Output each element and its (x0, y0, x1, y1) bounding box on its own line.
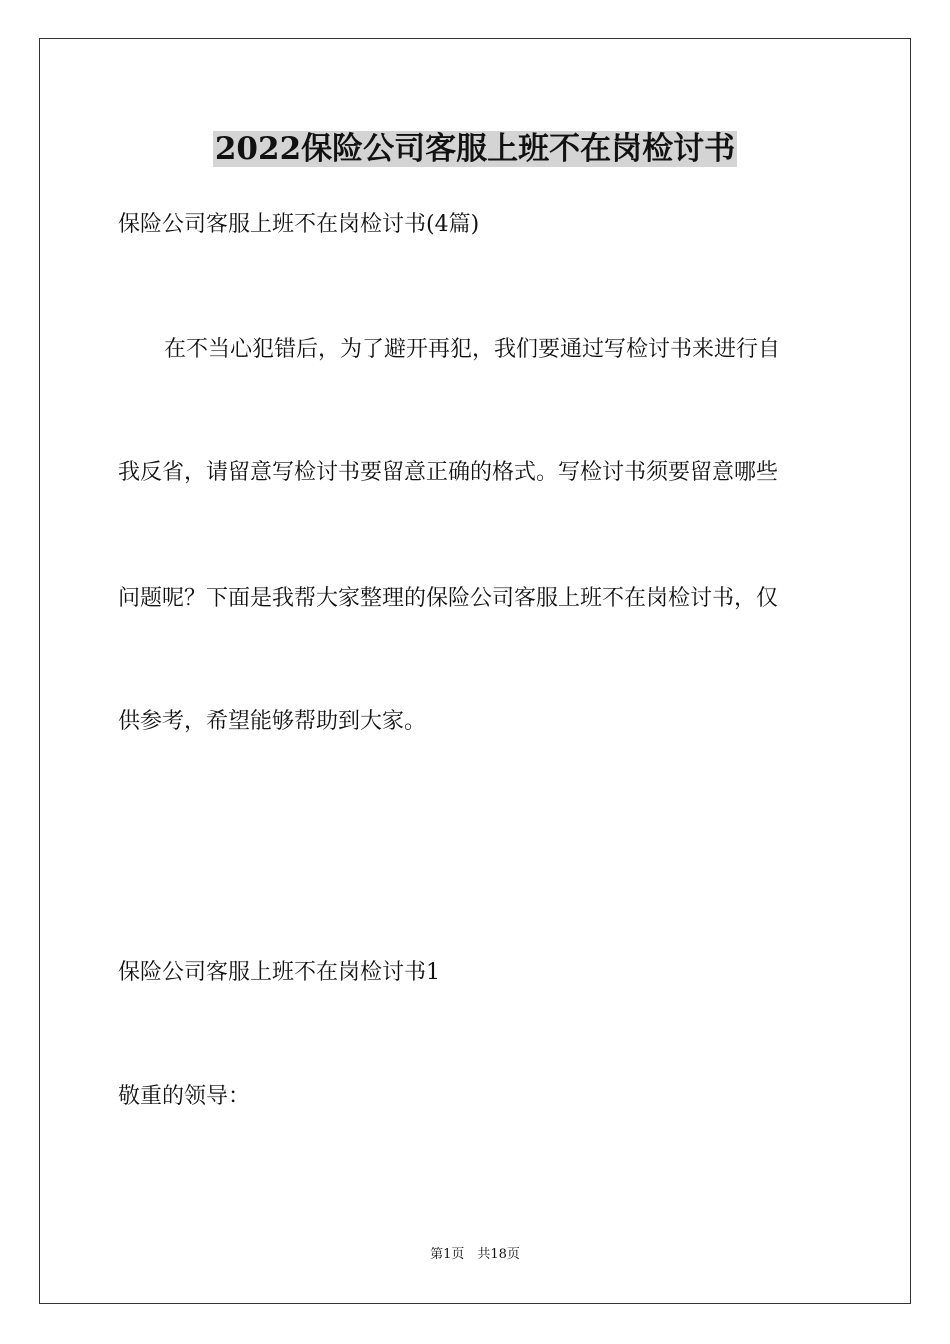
document-title-text: 2022保险公司客服上班不在岗检讨书 (214, 131, 736, 167)
document-title (0, 128, 950, 170)
section-heading: 保险公司客服上班不在岗检讨书1 (118, 960, 440, 985)
page-footer: 第1页 共18页 (430, 1247, 520, 1262)
document-subtitle: 保险公司客服上班不在岗检讨书(4篇) (118, 212, 480, 237)
intro-line-3: 问题呢？下面是我帮大家整理的保险公司客服上班不在岗检讨书，仅 (118, 586, 779, 611)
intro-line-1: 在不当心犯错后，为了避开再犯，我们要通过写检讨书来进行自 (164, 337, 781, 362)
intro-line-2: 我反省，请留意写检讨书要留意正确的格式。写检讨书须要留意哪些 (118, 460, 779, 485)
salutation: 敬重的领导： (118, 1084, 251, 1109)
intro-line-4: 供参考，希望能够帮助到大家。 (118, 709, 427, 734)
